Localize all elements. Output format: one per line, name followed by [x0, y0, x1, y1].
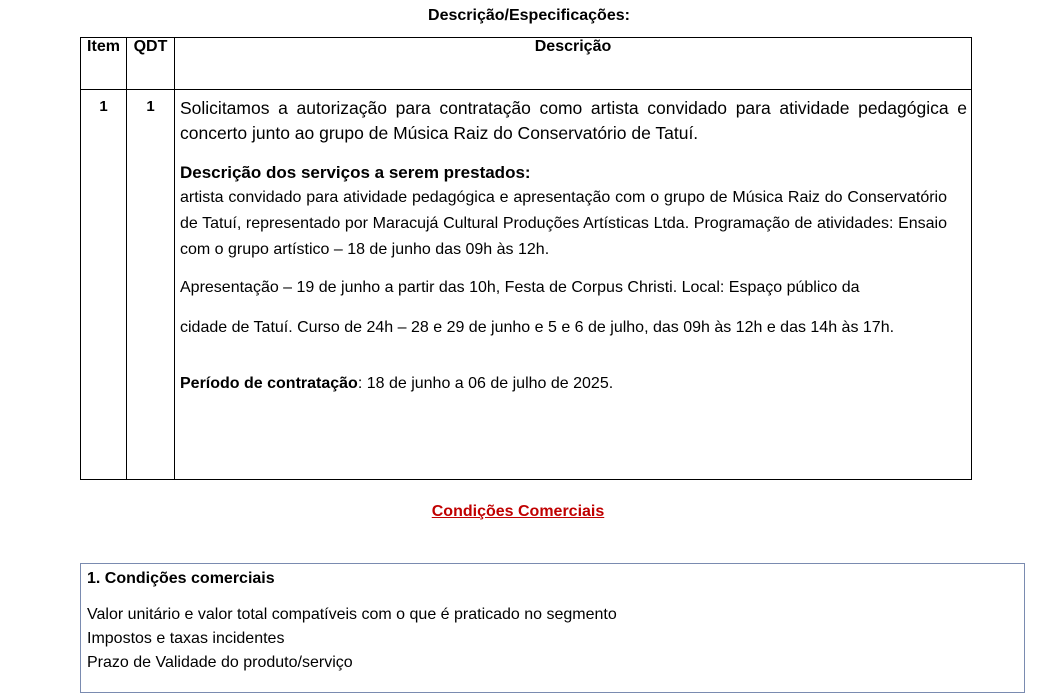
periodo-value: : 18 de junho a 06 de julho de 2025. — [357, 375, 614, 392]
header-descricao: Descrição — [175, 38, 972, 90]
table-header-row — [81, 38, 972, 90]
commercial-box-title: 1. Condições comerciais — [87, 570, 275, 587]
services-title: Descrição dos serviços a serem prestados: — [180, 163, 531, 182]
periodo-label: Período de contratação — [180, 375, 358, 392]
cell-descricao — [175, 90, 972, 480]
intro-paragraph: Solicitamos a autorização para contratação como artista convidado para atividade pedagógica e concerto junto ao grupo de Música Raiz do Conservatório de Tatuí. — [180, 98, 967, 143]
curso-paragraph: cidade de Tatuí. Curso de 24h – 28 e 29 de junho e 5 e 6 de julho, das 09h às 12h e das 14h às 17h. — [180, 319, 895, 336]
table-row — [81, 90, 972, 480]
commercial-line: Valor unitário e valor total compatíveis com o que é praticado no segmento — [87, 606, 617, 623]
apresentacao-paragraph: Apresentação – 19 de junho a partir das 10h, Festa de Corpus Christi. Local: Espaço público da — [180, 279, 860, 296]
commercial-heading: Condições Comerciais — [431, 503, 605, 520]
cell-item: 1 — [81, 90, 127, 480]
header-qdt: QDT — [127, 38, 175, 90]
commercial-line: Impostos e taxas incidentes — [87, 630, 285, 647]
commercial-line: Prazo de Validade do produto/serviço — [87, 654, 353, 671]
specifications-table — [80, 37, 972, 480]
periodo-paragraph — [180, 371, 967, 397]
cell-qdt: 1 — [127, 90, 175, 480]
header-item: Item — [81, 38, 127, 90]
section-title: Descrição/Especificações: — [428, 7, 630, 24]
commercial-conditions-box — [80, 563, 1025, 693]
services-paragraph: artista convidado para atividade pedagógica e apresentação com o grupo de Música Raiz do Conservatório de Tatuí, representado por Maracujá Cultural Produções Artísticas Ltda. Programação de atividades: Ensaio com o grupo artístico – 18 de junho das 09h às 12h. — [180, 189, 947, 258]
